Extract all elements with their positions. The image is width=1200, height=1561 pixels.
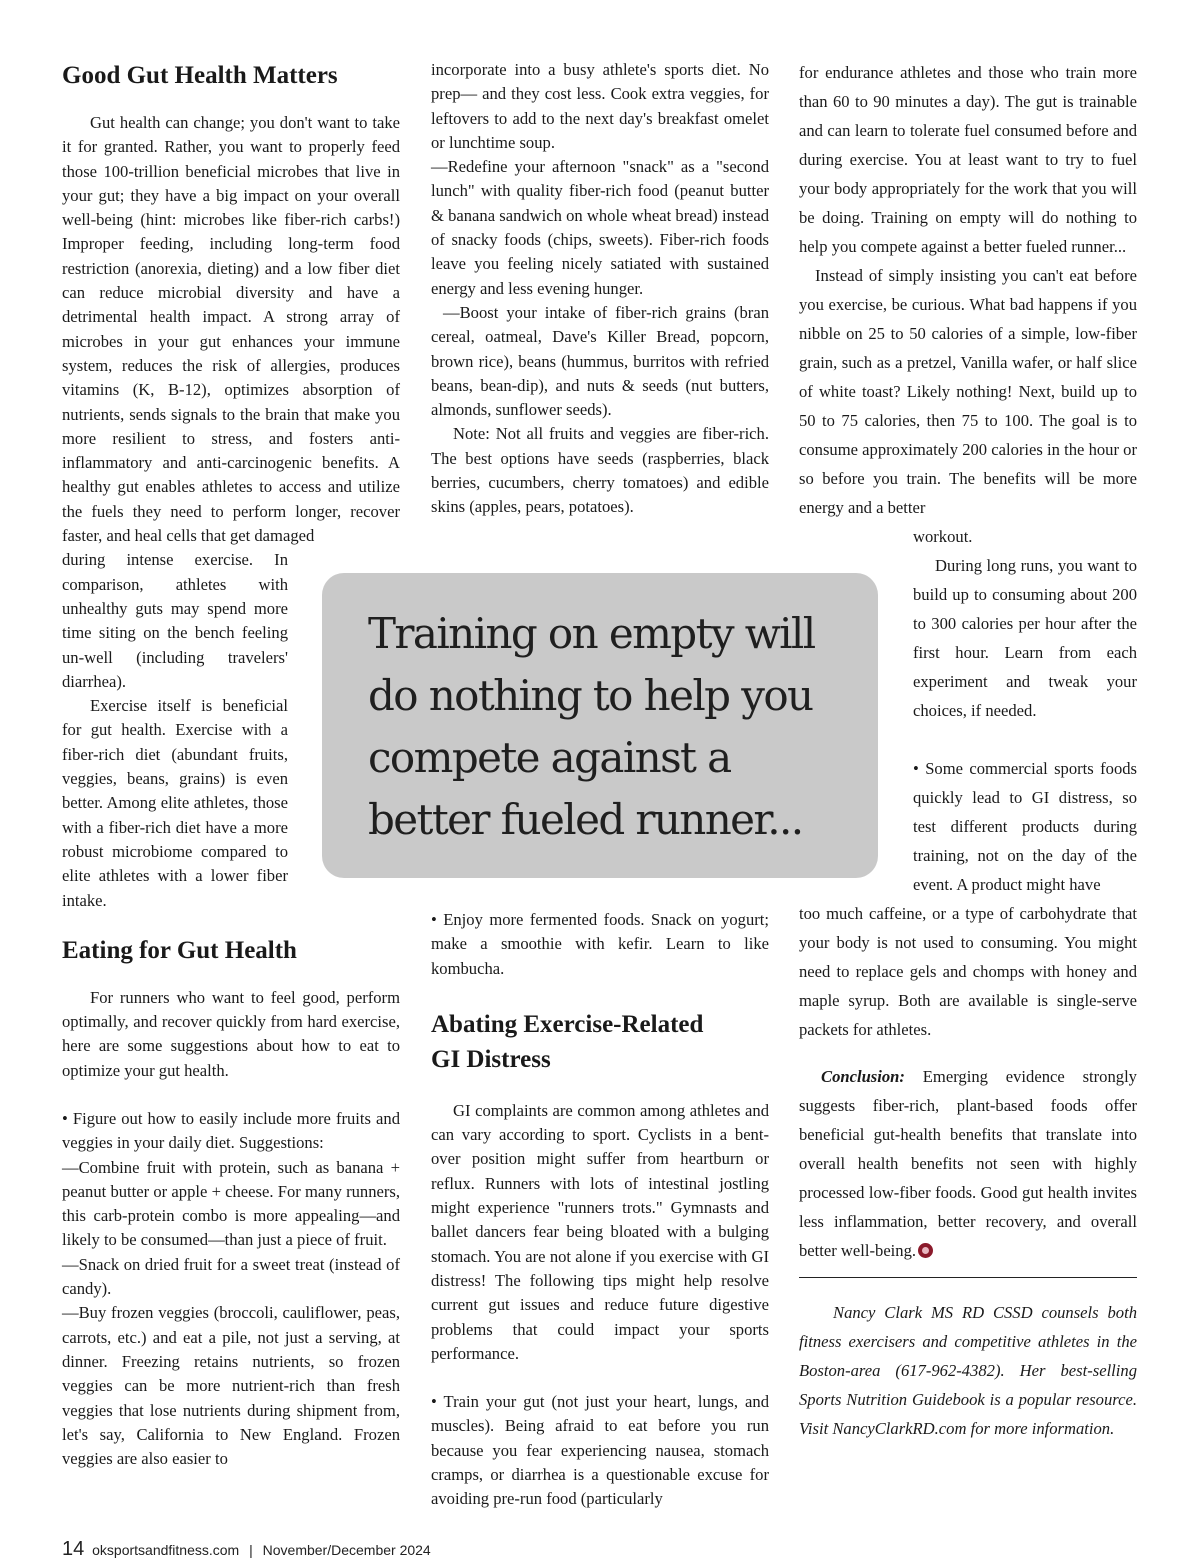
paragraph: Note: Not all fruits and veggies are fiber-rich. The best options have seeds (raspberries, black berries, cucumbers, cherry tomatoes) and edible skins (apples, pears, potatoes). — [431, 424, 769, 517]
paragraph: during intense exercise. In comparison, athletes with unhealthy guts may spend more time siting on the bench feeling un-well (including travelers' diarrhea). — [62, 550, 288, 691]
footer-site: oksportsandfitness.com — [92, 1542, 240, 1558]
bullet-paragraph: • Train your gut (not just your heart, lungs, and muscles). Being afraid to eat before you run because you fear experiencing nausea, stomach cramps, or diarrhea is a questionable excuse for avoiding pre-run food (particularly — [431, 1392, 769, 1509]
author-bio: Nancy Clark MS RD CSSD counsels both fitness exercisers and competitive athletes in the Boston-area (617-962-4382). Her best-selling Sports Nutrition Guidebook is a popular resource. Visit NancyClarkRD.com for more information. — [799, 1303, 1137, 1438]
conclusion-label: Conclusion: — [821, 1067, 905, 1086]
end-of-article-icon — [918, 1243, 933, 1258]
footer-separator: | — [249, 1542, 253, 1558]
paragraph: GI complaints are common among athletes and can vary according to sport. Cyclists in a bent-over position might suffer from heartburn or reflux. Runners with lots of intestinal jostling might experience "runners trots." Gymnasts and ballet dancers fear being bloated with a bulging stomach. You are not alone if you exercise with GI distress! The following tips might help resolve current gut issues and reduce future digestive problems that could impact your sports performance. — [431, 1100, 769, 1363]
conclusion-text: Emerging evidence strongly suggests fiber-rich, plant-based foods offer beneficial gut-health benefits that translate into overall health benefits not seen with highly processed low-fiber foods. Good gut health invites less inflammation, better recovery, and overall better well-being. — [799, 1067, 1137, 1260]
paragraph: For runners who want to feel good, perform optimally, and recover quickly from hard exercise, here are some suggestions about how to eat to optimize your gut health. — [62, 987, 400, 1080]
heading-good-gut-health: Good Gut Health Matters — [62, 62, 338, 89]
paragraph: —Combine fruit with protein, such as banana + peanut butter or apple + cheese. For many runners, this carb-protein combo is more appealing—and likely to be consumed—than just a piece of fruit. — [62, 1157, 400, 1250]
paragraph: for endurance athletes and those who train more than 60 to 90 minutes a day). The gut is trainable and can learn to tolerate fuel consumed before and during exercise. You at least want to try to fuel your body appropriately for the work that you will be doing. Training on empty will do nothing to help you compete against a better fueled runner... — [799, 63, 1137, 256]
bullet-paragraph: • Enjoy more fermented foods. Snack on yogurt; make a smoothie with kefir. Learn to like kombucha. — [431, 910, 769, 978]
paragraph: Exercise itself is beneficial for gut health. Exercise with a fiber-rich diet (abundant fruits, veggies, beans, grains) is even better. Among elite athletes, those with a fiber-rich diet have a more robust microbiome compared to elite athletes with a lower fiber intake. — [62, 696, 288, 910]
page-number: 14 — [62, 1538, 85, 1560]
heading-eating-for-gut-health: Eating for Gut Health — [62, 936, 297, 964]
paragraph: workout. — [913, 527, 973, 546]
paragraph: incorporate into a busy athlete's sports diet. No prep— and they cost less. Cook extra veggies, for leftovers to add to the next day's breakfast omelet or lunchtime soup. — [431, 60, 769, 152]
pull-quote: Training on empty will do nothing to help you compete against a better fueled runner... — [322, 573, 878, 878]
column-2-bottom — [431, 908, 769, 1512]
paragraph: too much caffeine, or a type of carbohydrate that your body is not used to consuming. You might need to replace gels and chomps with honey and maple syrup. Both are available is single-serve packets for athletes. — [799, 904, 1137, 1039]
footer-issue: November/December 2024 — [262, 1542, 431, 1558]
conclusion-paragraph — [799, 1062, 1137, 1265]
paragraph: —Buy frozen veggies (broccoli, cauliflower, peas, carrots, etc.) and eat a pile, not just a serving, at dinner. Freezing retains nutrients, so frozen veggies can be more nutrient-rich than fresh veggies that lose nutrients during shipment from, let's say, California to New England. Frozen veggies are also easier to — [62, 1303, 400, 1469]
bullet-paragraph: • Figure out how to easily include more fruits and veggies in your daily diet. Suggestions: — [62, 1108, 400, 1153]
paragraph: —Boost your intake of fiber-rich grains (bran cereal, oatmeal, Dave's Killer Bread, popcorn, brown rice), beans (hummus, burritos with refried beans, bean-dip), and nuts & seeds (nut butters, almonds, sunflower seeds). — [431, 302, 769, 420]
bullet-paragraph: • Some commercial sports foods quickly lead to GI distress, so test different products during training, not on the day of the event. A product might have — [913, 759, 1137, 894]
paragraph: Gut health can change; you don't want to take it for granted. Rather, you want to properly feed those 100-trillion beneficial microbes that live in your gut; they have a big impact on your overall well-being (hint: microbes like fiber-rich carbs!) Improper feeding, including long-term food restriction (anorexia, dieting) and a low fiber diet can reduce microbial diversity and have a detrimental health impact. A strong array of microbes in your gut enhances your immune system, reduces the risk of allergies, produces vitamins (K, B-12), optimizes absorption of nutrients, sends signals to the brain that make you more resilient to stress, and fosters anti-inflammatory and anti-carcinogenic benefits. A healthy gut enables athletes to access and utilize the fuels they need to perform longer, recover faster, and heal cells that get damaged — [62, 113, 400, 546]
divider — [799, 1277, 1137, 1278]
heading-abating-gi-distress: Abating Exercise-Related GI Distress — [431, 1010, 704, 1073]
paragraph: —Snack on dried fruit for a sweet treat (instead of candy). — [62, 1254, 400, 1299]
paragraph: During long runs, you want to build up to consuming about 200 to 300 calories per hour after the first hour. Learn from each experiment and tweak your choices, if needed. — [913, 556, 1137, 720]
paragraph: —Redefine your afternoon "snack" as a "second lunch" with quality fiber-rich food (peanut butter & banana sandwich on whole wheat bread) instead of snacky foods (chips, sweets). Fiber-rich foods leave you feeling nicely satiated with sustained energy and less evening hunger. — [431, 157, 769, 298]
paragraph: Instead of simply insisting you can't eat before you exercise, be curious. What bad happens if you nibble on 25 to 50 calories of a simple, low-fiber grain, such as a pretzel, Vanilla wafer, or half slice of white toast? Likely nothing! Next, build up to 50 to 75 calories, then 75 to 100. The goal is to consume approximately 200 calories in the hour or so before you train. The benefits will be more energy and a better — [799, 266, 1137, 517]
column-2-top — [431, 58, 769, 520]
